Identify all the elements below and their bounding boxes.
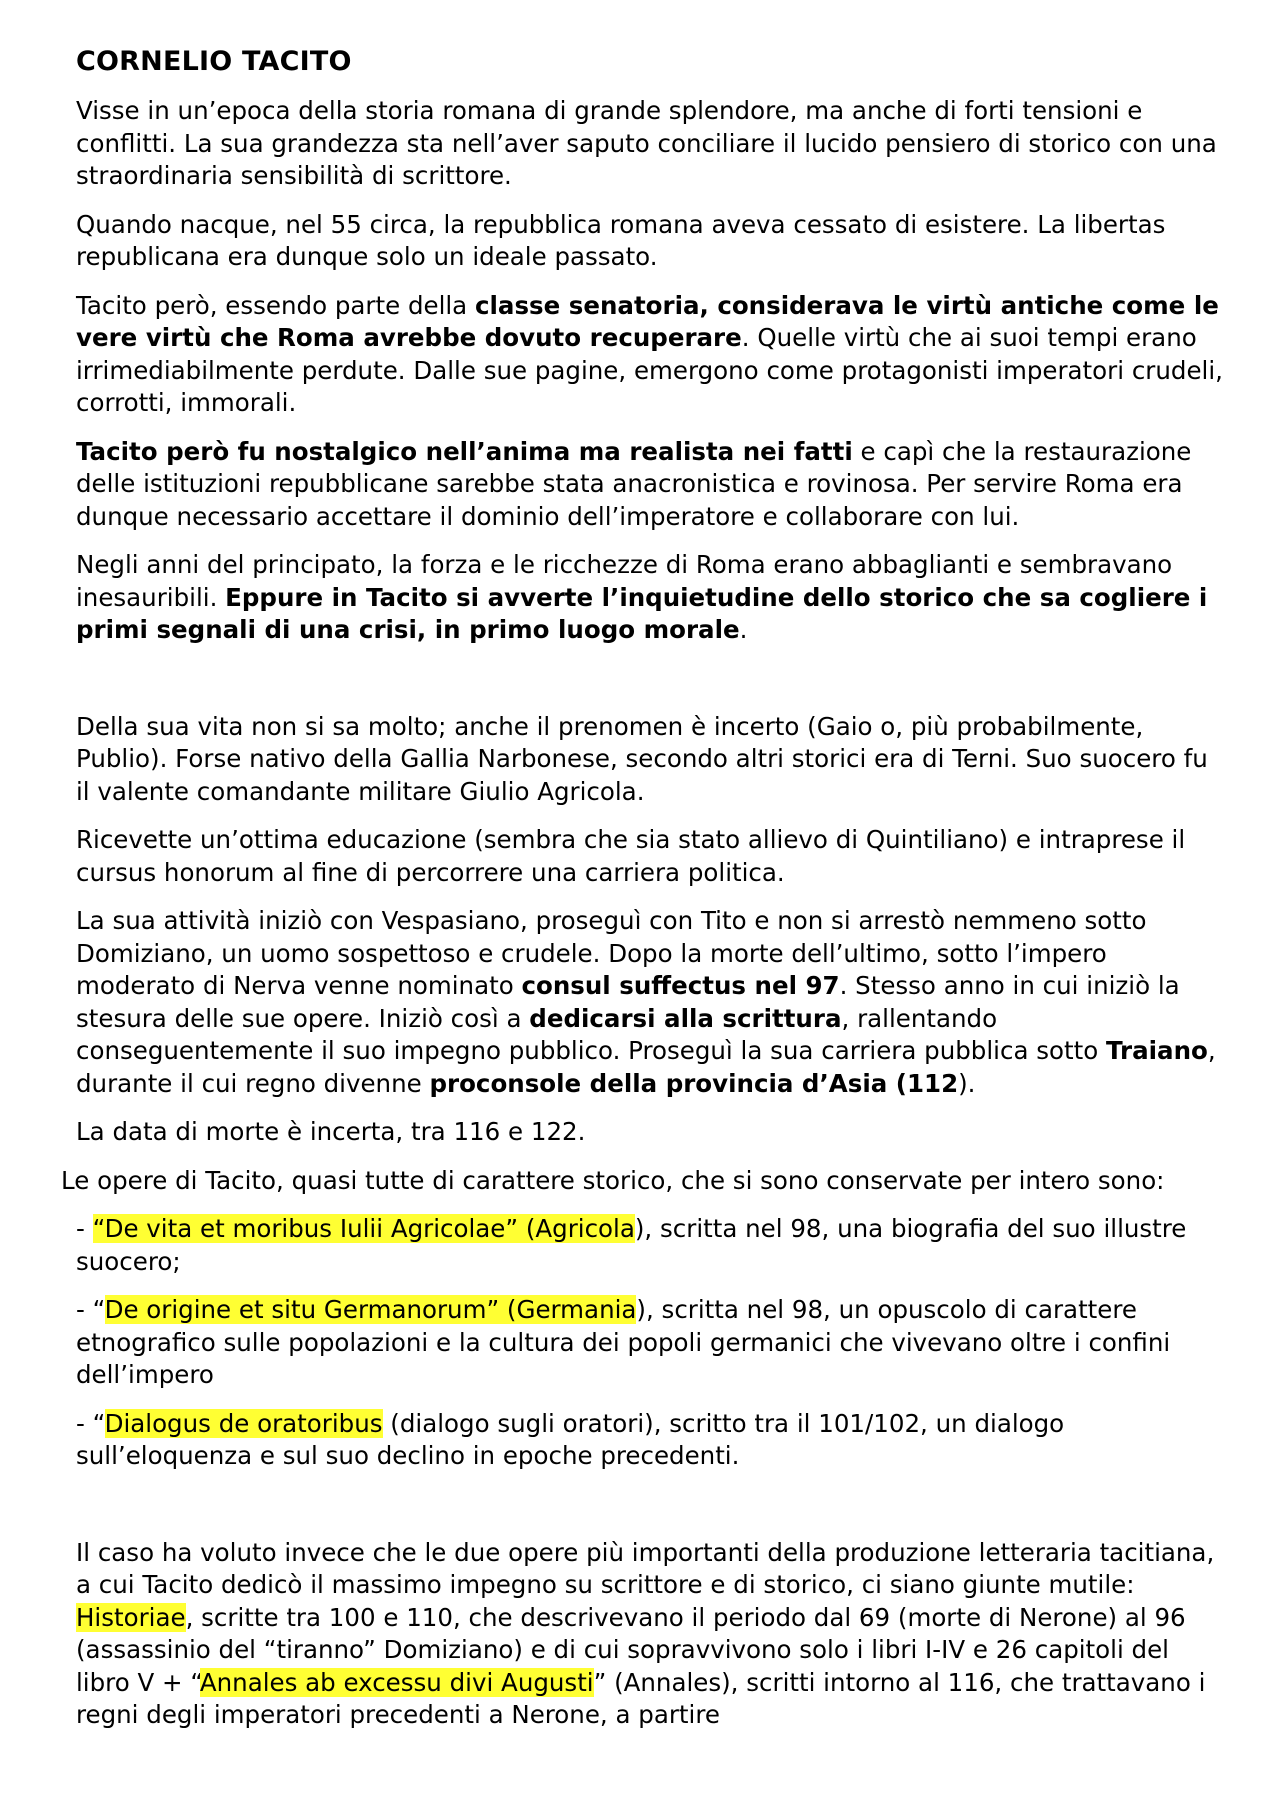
highlighted-title: Annales ab excessu divi Augusti [199,1667,594,1697]
highlighted-title: “De vita et moribus Iulii Agricolae” (Agricola [92,1214,635,1243]
document-title: CORNELIO TACITO [76,46,352,77]
paragraph-education: Ricevette un’ottima educazione (sembra che sia stato allievo di Quintiliano) e intraprese il cursus honorum al fine di percorrere una carriera politica. [76,825,1186,887]
work-item-dialogus: - “Dialogus de oratoribus (dialogo sugli oratori), scritto tra il 101/102, un dialogo sull’eloquenza e sul suo declino in epoche precedenti. [76,1408,1065,1470]
paragraph-career: La sua attività iniziò con Vespasiano, proseguì con Tito e non si arrestò nemmeno sotto Domiziano, un uomo sospettoso e crudele. Dopo la morte dell’ultimo, sotto l’impero moderato di Nerva venne nominato consul suffectus nel 97. Stesso anno in cui iniziò la stesura delle sue opere. Iniziò così a dedicarsi alla scrittura, rallentando conseguentemente il suo impegno pubblico. Proseguì la sua carriera pubblica sotto Traiano, durante il cui regno divenne proconsole della provincia d’Asia (112). [76,906,1216,1098]
highlighted-title: Historiae [76,1602,186,1632]
bold-text: Tacito però fu nostalgico nell’anima ma realista nei fatti [76,436,853,466]
paragraph-works-intro: Le opere di Tacito, quasi tutte di carattere storico, che si sono conservate per intero sono: [61,1165,1165,1195]
work-item-germania: - “De origine et situ Germanorum” (Germania), scritta nel 98, un opuscolo di carattere etnografico sulle popolazioni e la cultura dei popoli germanici che vivevano oltre i confini dell’impero [76,1295,1171,1389]
bold-text: proconsole della provincia d’Asia (112 [429,1068,959,1098]
paragraph-life: Della sua vita non si sa molto; anche il prenomen è incerto (Gaio o, più probabilmente, Publio). Forse nativo della Gallia Narbonese, secondo altri storici era di Terni. Suo suocero fu il valente comandante militare Giulio Agricola. [76,711,1208,806]
bold-text: consul suffectus nel 97 [521,971,840,1000]
paragraph-principate: Negli anni del principato, la forza e le ricchezze di Roma erano abbaglianti e sembravano inesauribili. Eppure in Tacito si avverte l’inquietudine dello storico che sa cogliere i primi segnali di una crisi, in primo luogo morale. [76,550,1208,644]
bold-text: Traiano [1106,1036,1208,1065]
work-item-agricola: - “De vita et moribus Iulii Agricolae” (Agricola), scritta nel 98, una biografia del suo illustre suocero; [76,1214,1187,1276]
paragraph-intro: Visse in un’epoca della storia romana di grande splendore, ma anche di forti tensioni e conflitti. La sua grandezza sta nell’aver saputo conciliare il lucido pensiero di storico con una straordinaria sensibilità di scrittore. [76,96,1217,190]
blank-line [76,1489,1226,1537]
highlighted-title: De origine et situ Germanorum” (Germania [104,1295,637,1324]
paragraph-senatorial-class: Tacito però, essendo parte della classe senatoria, considerava le virtù antiche come le vere virtù che Roma avrebbe dovuto recuperare. Quelle virtù che ai suoi tempi erano irrimediabilmente perdute. Dalle sue pagine, emergono come protagonisti imperatori crudeli, corrotti, immorali. [76,290,1223,417]
bold-text: classe senatoria, considerava le virtù antiche come le vere virtù che Roma avrebbe dovuto recuperare [76,290,1219,352]
paragraph-birth: Quando nacque, nel 55 circa, la repubblica romana aveva cessato di esistere. La libertas republicana era dunque solo un ideale passato. [76,209,1166,271]
document-page [61,44,1226,1748]
paragraph-major-works: Il caso ha voluto invece che le due opere più importanti della produzione letteraria tacitiana, a cui Tacito dedicò il massimo impegno su scrittore e di storico, ci siano giunte mutile: Historiae, scritte tra 100 e 110, che descrivevano il periodo dal 69 (morte di Nerone) al 96 (assassinio del “tiranno” Domiziano) e di cui sopravvivono solo i libri I-IV e 26 capitoli del libro V + “Annales ab excessu divi Augusti” (Annales), scritti intorno al 116, che trattavano i regni degli imperatori precedenti a Nerone, a partire [76,1537,1215,1729]
blank-line [76,663,1226,711]
bold-text: dedicarsi alla scrittura [529,1003,842,1033]
paragraph-realism: Tacito però fu nostalgico nell’anima ma realista nei fatti e capì che la restaurazione delle istituzioni repubblicane sarebbe stata anacronistica e rovinosa. Per servire Roma era dunque necessario accettare il dominio dell’imperatore e collaborare con lui. [76,436,1192,531]
bold-text: Eppure in Tacito si avverte l’inquietudine dello storico che sa cogliere i primi segnali di una crisi, in primo luogo morale [76,582,1208,644]
paragraph-death: La data di morte è incerta, tra 116 e 122. [76,1117,586,1146]
highlighted-title: Dialogus de oratoribus [104,1408,383,1438]
